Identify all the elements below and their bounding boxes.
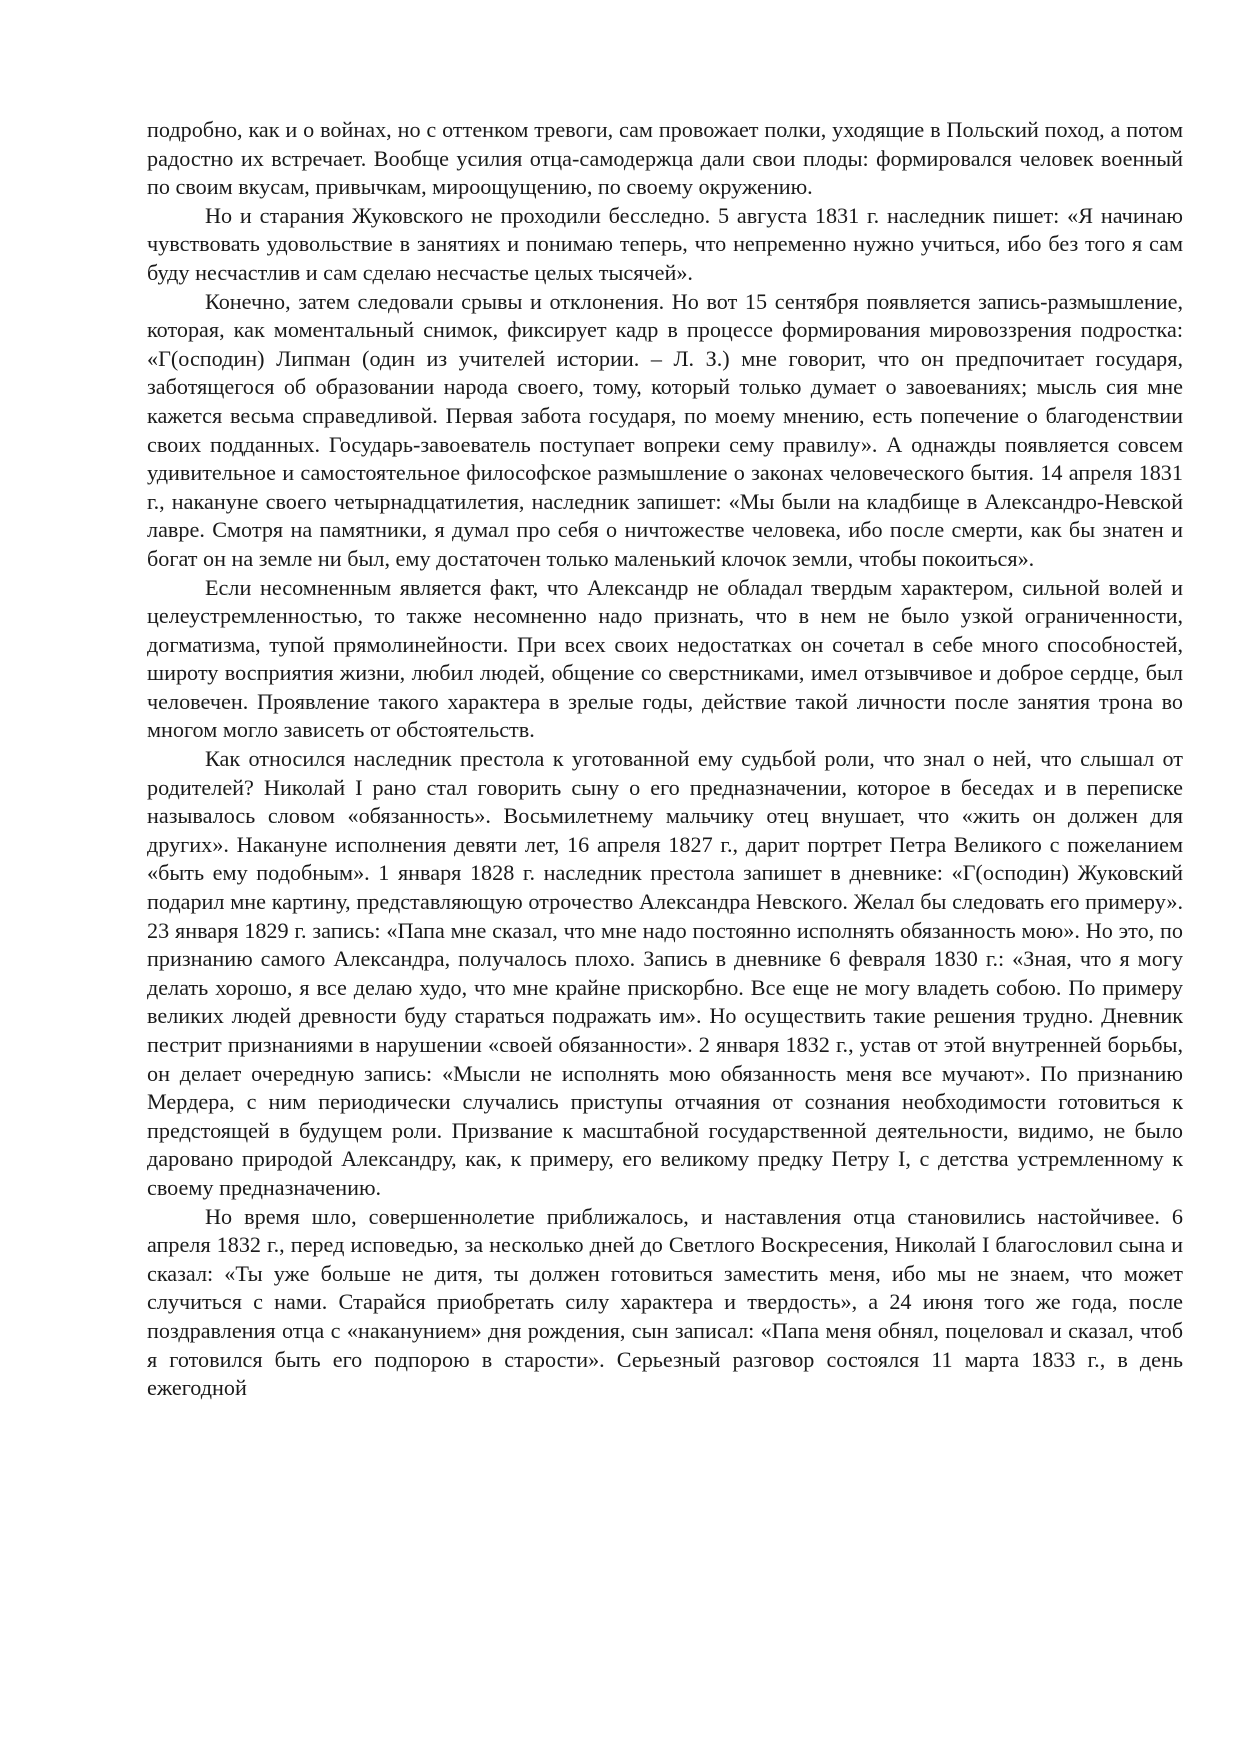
document-page bbox=[147, 116, 1183, 1403]
paragraph-6: Но время шло, совершеннолетие приближалось, и наставления отца становились настойчивее. 6 апреля 1832 г., перед исповедью, за несколько дней до Светлого Воскресения, Николай I благословил сына и сказал: «Ты уже больше не дитя, ты должен готовиться заместить меня, ибо мы не знаем, что может случиться с нами. Старайся приобретать силу характера и твердость», а 24 июня того же года, после поздравления отца с «накануниeм» дня рождения, сын записал: «Папа меня обнял, поцеловал и сказал, чтоб я готовился быть его подпорою в старости». Серьезный разговор состоялся 11 марта 1833 г., в день ежегодной bbox=[147, 1203, 1183, 1401]
paragraph-5: Как относился наследник престола к уготованной ему судьбой роли, что знал о ней, что слышал от родителей? Николай I рано стал говорить сыну о его предназначении, которое в беседах и в переписке называлось словом «обязанность». Восьмилетнему мальчику отец внушает, что «жить он должен для других». Накануне исполнения девяти лет, 16 апреля 1827 г., дарит портрет Петра Великого с пожеланием «быть ему подобным». 1 января 1828 г. наследник престола запишет в дневнике: «Г(осподин) Жуковский подарил мне картину, представляющую отрочество Александра Невского. Желал бы следовать его примеру». 23 января 1829 г. запись: «Папа мне сказал, что мне надо постоянно исполнять обязанность мою». Но это, по признанию самого Александра, получалось плохо. Запись в дневнике 6 февраля 1830 г.: «Зная, что я могу делать хорошо, я все делаю худо, что мне крайне прискорбно. Все еще не могу владеть собою. По примеру великих людей древности буду стараться подражать им». Но осуществить такие решения трудно. Дневник пестрит признаниями в нарушении «своей обязанности». 2 января 1832 г., устав от этой внутренней борьбы, он делает очередную запись: «Мысли не исполнять мою обязанность меня все мучают». По признанию Мердера, с ним периодически случались приступы отчаяния от сознания необходимости готовиться к предстоящей в будущем роли. Призвание к масштабной государственной деятельности, видимо, не было даровано природой Александру, как, к примеру, его великому предку Петру I, с детства устремленному к своему предназначению. bbox=[147, 746, 1183, 1200]
paragraph-3: Конечно, затем следовали срывы и отклонения. Но вот 15 сентября появляется запись-размышление, которая, как моментальный снимок, фиксирует кадр в процессе формирования мировоззрения подростка: «Г(осподин) Липман (один из учителей истории. – Л. З.) мне говорит, что он предпочитает государя, заботящегося об образовании народа своего, тому, который только думает о завоеваниях; мысль сия мне кажется весьма справедливой. Первая забота государя, по моему мнению, есть попечение о благоденствии своих подданных. Государь-завоеватель поступает вопреки сему правилу». А однажды появляется совсем удивительное и самостоятельное философское размышление о законах человеческого бытия. 14 апреля 1831 г., накануне своего четырнадцатилетия, наследник запишет: «Мы были на кладбище в Александро-Невской лавре. Смотря на памятники, я думал про себя о ничтожестве человека, ибо после смерти, как бы знатен и богат он на земле ни был, ему достаточен только маленький клочок земли, чтобы покоиться». bbox=[147, 288, 1183, 571]
paragraph-1: подробно, как и о войнах, но с оттенком тревоги, сам провожает полки, уходящие в Польский поход, а потом радостно их встречает. Вообще усилия отца-самодержца дали свои плоды: формировался человек военный по своим вкусам, привычкам, мироощущению, по своему окружению. bbox=[147, 117, 1183, 200]
paragraph-4: Если несомненным является факт, что Александр не обладал твердым характером, сильной волей и целеустремленностью, то также несомненно надо признать, что в нем не было узкой ограниченности, догматизма, тупой прямолинейности. При всех своих недостатках он сочетал в себе много способностей, широту восприятия жизни, любил людей, общение со сверстниками, имел отзывчивое и доброе сердце, был человечен. Проявление такого характера в зрелые годы, действие такой личности после занятия трона во многом могло зависеть от обстоятельств. bbox=[147, 574, 1183, 743]
paragraph-2: Но и старания Жуковского не проходили бесследно. 5 августа 1831 г. наследник пишет: «Я начинаю чувствовать удовольствие в занятиях и понимаю теперь, что непременно нужно учиться, ибо без того я сам буду несчастлив и сам сделаю несчастье целых тысячей». bbox=[147, 202, 1183, 285]
